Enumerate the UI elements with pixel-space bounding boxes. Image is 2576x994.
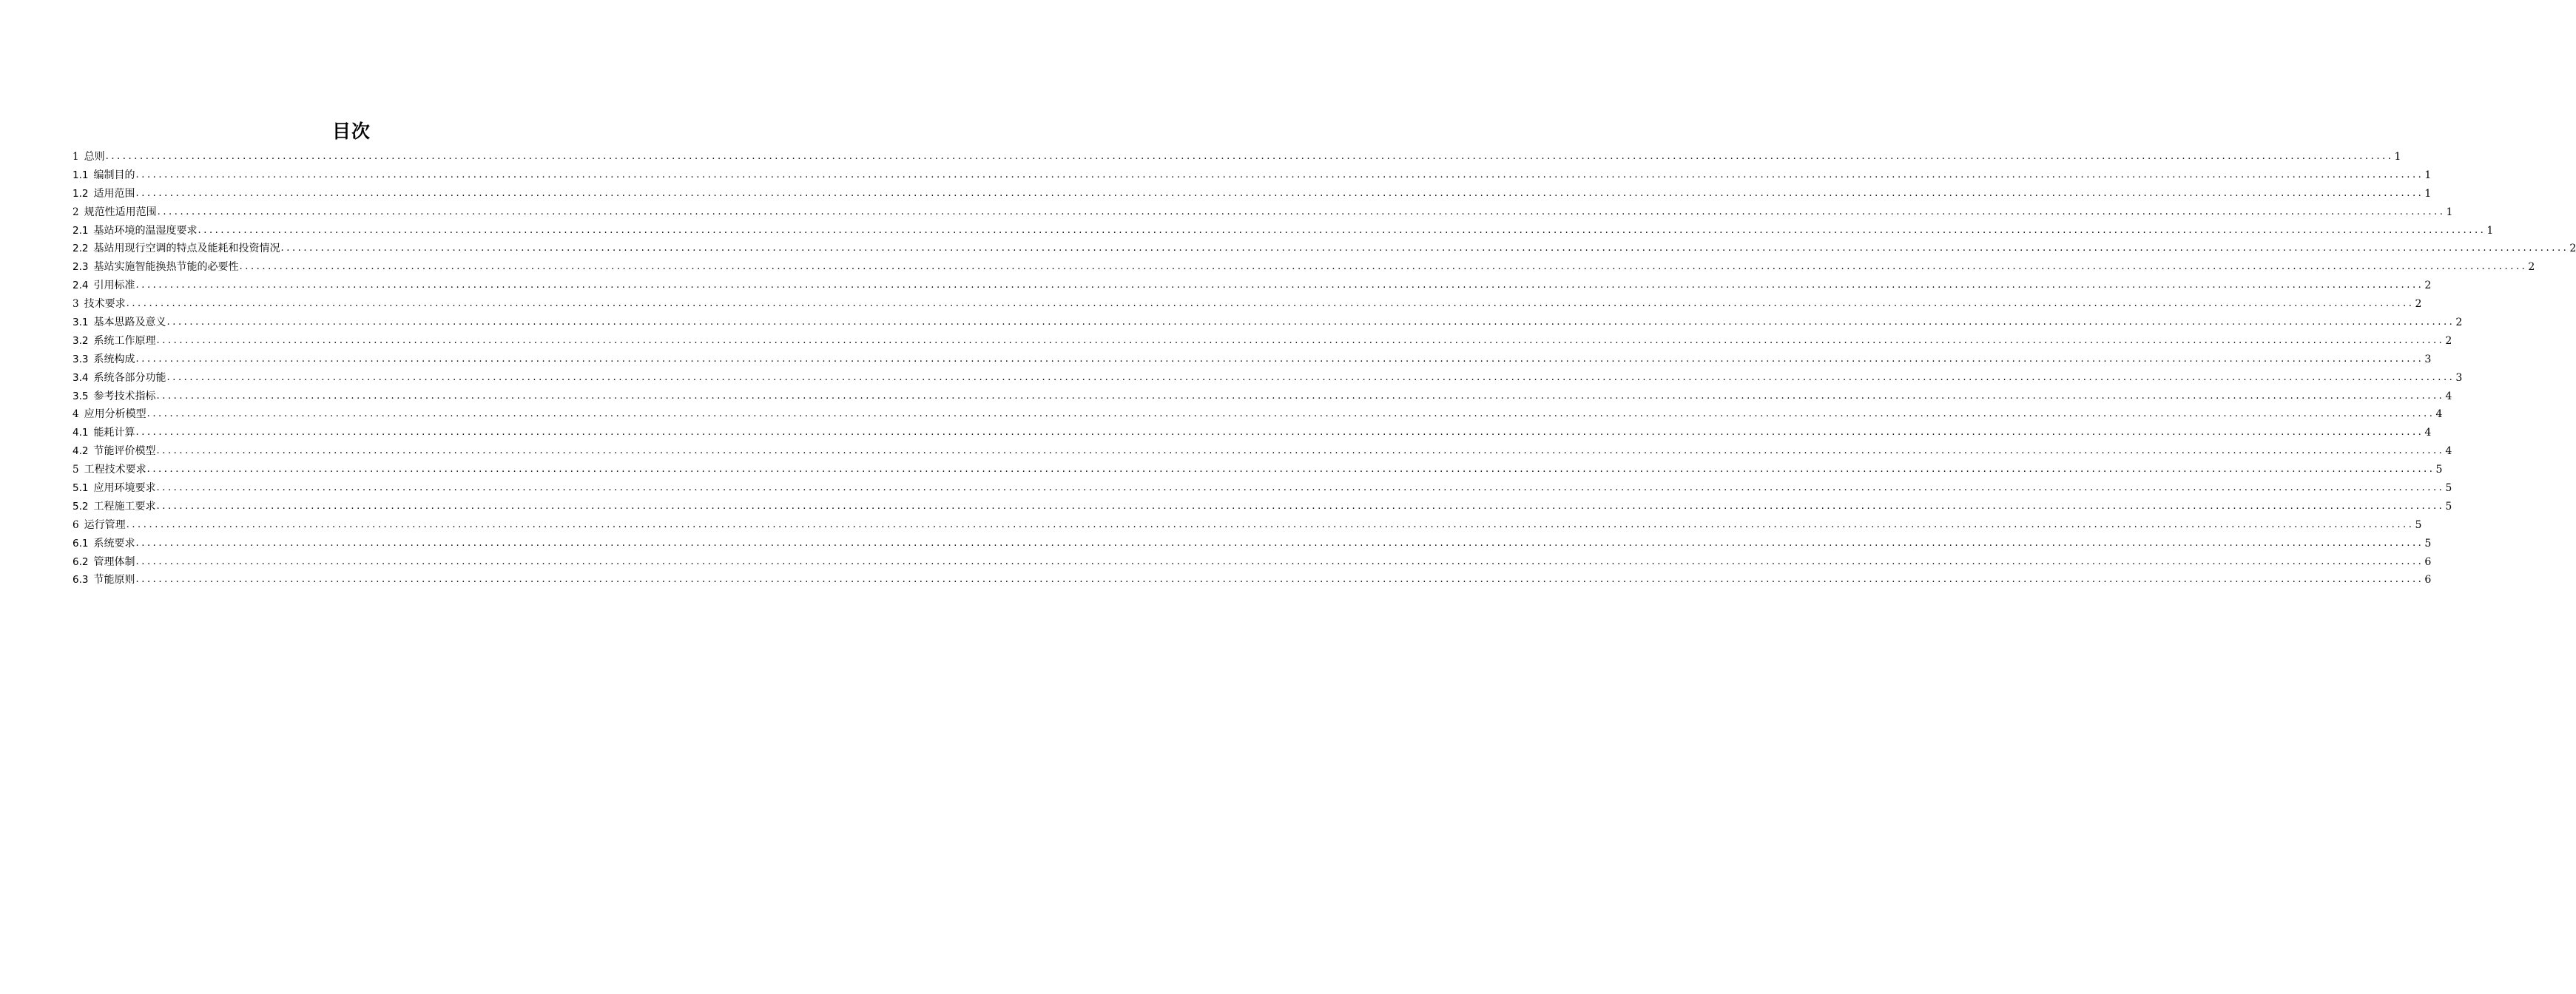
toc-entry[interactable]: [73, 424, 2432, 442]
toc-entry-title: 基站环境的温湿度要求: [93, 224, 198, 237]
toc-dot-leader: ................................................................................................................................................................................................................................................................................................................................................................................................................: [135, 169, 2424, 180]
toc-dot-leader: ................................................................................................................................................................................................................................................................................................................................................................................................................: [126, 298, 2415, 310]
toc-dot-leader: ................................................................................................................................................................................................................................................................................................................................................................................................................: [126, 518, 2415, 530]
toc-entry-title: 管理体制: [93, 555, 135, 568]
toc-entry-title: 总则: [84, 150, 105, 163]
toc-entry-number: 3.3: [73, 353, 89, 365]
toc-entry-number: 6.1: [73, 537, 89, 550]
toc-entry-page-number: 2: [2424, 280, 2432, 292]
toc-entry-number: 2.4: [73, 280, 89, 292]
toc-entry-label: [73, 535, 135, 553]
toc-entry-label: [73, 442, 155, 461]
toc-dot-leader: ................................................................................................................................................................................................................................................................................................................................................................................................................: [280, 243, 2569, 254]
toc-entry-page-number: 5: [2445, 500, 2452, 513]
toc-entry-number: 5.2: [73, 500, 89, 513]
toc-entry-page-number: 4: [2445, 390, 2452, 402]
toc-entry-label: [73, 388, 155, 406]
toc-dot-leader: ................................................................................................................................................................................................................................................................................................................................................................................................................: [156, 390, 2445, 402]
toc-entry-title: 引用标准: [93, 280, 135, 292]
toc-entry[interactable]: [73, 203, 2453, 222]
toc-entry-title: 工程技术要求: [84, 464, 146, 476]
toc-entry-title: 系统各部分功能: [93, 371, 166, 384]
toc-entry[interactable]: [73, 535, 2432, 553]
toc-entry-label: [73, 166, 135, 185]
toc-entry-title: 应用环境要求: [93, 482, 156, 495]
toc-entry[interactable]: [73, 405, 2443, 424]
toc-entry-title: 适用范围: [93, 187, 135, 200]
toc-entry-title: 编制目的: [93, 169, 135, 181]
toc-entry-label: [73, 185, 135, 203]
toc-entry-number: 5.1: [73, 482, 89, 495]
toc-entry-page-number: 3: [2455, 371, 2463, 384]
toc-entry-page-number: 1: [2446, 206, 2453, 218]
toc-entry[interactable]: [73, 351, 2432, 369]
toc-dot-leader: ................................................................................................................................................................................................................................................................................................................................................................................................................: [135, 187, 2424, 199]
toc-entry[interactable]: [73, 314, 2463, 332]
toc-entry-page-number: 6: [2424, 555, 2432, 568]
toc-entry[interactable]: [73, 295, 2422, 314]
toc-entry-title: 基本思路及意义: [93, 317, 166, 328]
toc-entry[interactable]: [73, 185, 2432, 203]
toc-entry-title: 工程施工要求: [93, 500, 156, 513]
toc-entry[interactable]: [73, 369, 2463, 388]
toc-entry-page-number: 5: [2424, 537, 2432, 550]
toc-entry-number: 3: [73, 298, 79, 311]
toc-entry-number: 3.2: [73, 334, 89, 347]
toc-entry-page-number: 1: [2424, 187, 2432, 200]
toc-entry-title: 技术要求: [84, 298, 126, 311]
toc-entry-number: 2: [73, 206, 79, 218]
toc-entry-page-number: 6: [2424, 574, 2432, 586]
toc-entry-title: 节能评价模型: [93, 445, 156, 458]
toc-entry-page-number: 3: [2424, 353, 2432, 365]
toc-entry[interactable]: [73, 479, 2452, 498]
toc-entry-page-number: 4: [2445, 445, 2452, 458]
toc-dot-leader: ................................................................................................................................................................................................................................................................................................................................................................................................................: [135, 280, 2424, 291]
toc-entry-label: [73, 277, 135, 295]
toc-entry-page-number: 1: [2486, 224, 2494, 237]
toc-dot-leader: ................................................................................................................................................................................................................................................................................................................................................................................................................: [198, 224, 2486, 236]
toc-entry[interactable]: [73, 240, 2576, 258]
toc-entry-number: 3.5: [73, 390, 89, 402]
toc-dot-leader: ................................................................................................................................................................................................................................................................................................................................................................................................................: [157, 206, 2446, 217]
toc-dot-leader: ................................................................................................................................................................................................................................................................................................................................................................................................................: [135, 353, 2424, 365]
toc-entry-number: 2.1: [73, 224, 89, 237]
table-of-contents: [73, 148, 2576, 589]
toc-dot-leader: ................................................................................................................................................................................................................................................................................................................................................................................................................: [135, 427, 2424, 439]
toc-entry-title: 系统工作原理: [93, 334, 156, 347]
toc-entry-title: 运行管理: [84, 518, 126, 531]
toc-entry-page-number: 2: [2528, 261, 2535, 274]
toc-entry-label: [73, 424, 135, 442]
toc-entry-label: [73, 351, 135, 369]
toc-entry-label: [73, 498, 155, 516]
toc-entry-number: 1.1: [73, 169, 89, 181]
toc-dot-leader: ................................................................................................................................................................................................................................................................................................................................................................................................................: [239, 261, 2528, 273]
toc-entry-label: [73, 461, 146, 479]
toc-entry-title: 参考技术指标: [93, 390, 156, 402]
toc-entry-label: [73, 240, 280, 258]
toc-entry-page-number: 5: [2415, 518, 2422, 531]
toc-entry-number: 3.4: [73, 371, 89, 384]
toc-dot-leader: ................................................................................................................................................................................................................................................................................................................................................................................................................: [135, 537, 2424, 549]
toc-entry-number: 1: [73, 150, 79, 163]
toc-entry-number: 6: [73, 518, 79, 531]
toc-entry-page-number: 5: [2445, 482, 2452, 495]
toc-dot-leader: ................................................................................................................................................................................................................................................................................................................................................................................................................: [156, 500, 2445, 512]
toc-entry-label: [73, 332, 155, 351]
toc-dot-leader: ................................................................................................................................................................................................................................................................................................................................................................................................................: [146, 464, 2435, 476]
toc-dot-leader: ................................................................................................................................................................................................................................................................................................................................................................................................................: [156, 445, 2445, 457]
toc-entry-page-number: 1: [2424, 169, 2432, 181]
toc-entry-page-number: 2: [2569, 243, 2576, 255]
toc-entry[interactable]: [73, 516, 2422, 535]
toc-entry-page-number: 4: [2435, 408, 2443, 421]
toc-dot-leader: ................................................................................................................................................................................................................................................................................................................................................................................................................: [135, 574, 2424, 586]
toc-entry-label: [73, 516, 126, 535]
toc-entry-page-number: 2: [2455, 317, 2463, 328]
toc-dot-leader: ................................................................................................................................................................................................................................................................................................................................................................................................................: [146, 408, 2435, 420]
toc-entry[interactable]: [73, 258, 2535, 277]
toc-entry-number: 6.3: [73, 574, 89, 586]
toc-entry-label: [73, 479, 155, 498]
toc-entry-title: 系统构成: [93, 353, 135, 365]
toc-entry-label: [73, 203, 157, 222]
toc-entry-number: 3.1: [73, 317, 89, 328]
toc-entry-page-number: 2: [2445, 334, 2452, 347]
toc-entry-number: 4.2: [73, 445, 89, 458]
toc-entry-label: [73, 222, 197, 240]
toc-entry-page-number: 1: [2394, 150, 2401, 163]
toc-entry[interactable]: [73, 222, 2494, 240]
toc-entry[interactable]: [73, 553, 2432, 572]
toc-entry[interactable]: [73, 277, 2432, 295]
toc-entry[interactable]: [73, 498, 2452, 516]
toc-entry-label: [73, 314, 166, 332]
toc-entry[interactable]: [73, 461, 2443, 479]
toc-entry-page-number: 2: [2415, 298, 2422, 311]
toc-entry-label: [73, 553, 135, 572]
toc-entry-label: [73, 405, 146, 424]
toc-entry-label: [73, 258, 238, 277]
toc-entry-title: 应用分析模型: [84, 408, 146, 421]
toc-entry-label: [73, 295, 126, 314]
toc-entry-title: 能耗计算: [93, 427, 135, 439]
toc-entry[interactable]: [73, 388, 2452, 406]
toc-dot-leader: ................................................................................................................................................................................................................................................................................................................................................................................................................: [135, 555, 2424, 567]
toc-entry[interactable]: [73, 166, 2432, 185]
toc-entry-page-number: 5: [2435, 464, 2443, 476]
toc-entry-page-number: 4: [2424, 427, 2432, 439]
toc-dot-leader: ................................................................................................................................................................................................................................................................................................................................................................................................................: [156, 482, 2445, 494]
toc-entry-title: 系统要求: [93, 537, 135, 550]
toc-entry-number: 4: [73, 408, 79, 421]
toc-dot-leader: ................................................................................................................................................................................................................................................................................................................................................................................................................: [156, 334, 2445, 346]
toc-entry-label: [73, 369, 166, 388]
toc-entry-title: 节能原则: [93, 574, 135, 586]
toc-title: 目次: [331, 121, 371, 142]
toc-entry-number: 4.1: [73, 427, 89, 439]
toc-entry[interactable]: [73, 148, 2401, 166]
toc-entry-number: 2.2: [73, 243, 89, 255]
toc-entry-label: [73, 571, 135, 589]
toc-dot-leader: ................................................................................................................................................................................................................................................................................................................................................................................................................: [105, 150, 2394, 162]
toc-entry-title: 基站用现行空调的特点及能耗和投资情况: [93, 243, 280, 255]
toc-dot-leader: ................................................................................................................................................................................................................................................................................................................................................................................................................: [166, 371, 2455, 383]
toc-entry-title: 规范性适用范围: [84, 206, 157, 218]
toc-entry-number: 1.2: [73, 187, 89, 200]
toc-entry-label: [73, 148, 105, 166]
toc-entry-number: 6.2: [73, 555, 89, 568]
toc-entry-number: 2.3: [73, 261, 89, 274]
toc-entry[interactable]: [73, 571, 2432, 589]
toc-entry-number: 5: [73, 464, 79, 476]
toc-dot-leader: ................................................................................................................................................................................................................................................................................................................................................................................................................: [166, 317, 2455, 328]
toc-entry[interactable]: [73, 442, 2452, 461]
toc-entry[interactable]: [73, 332, 2452, 351]
toc-entry-title: 基站实施智能换热节能的必要性: [93, 261, 239, 274]
